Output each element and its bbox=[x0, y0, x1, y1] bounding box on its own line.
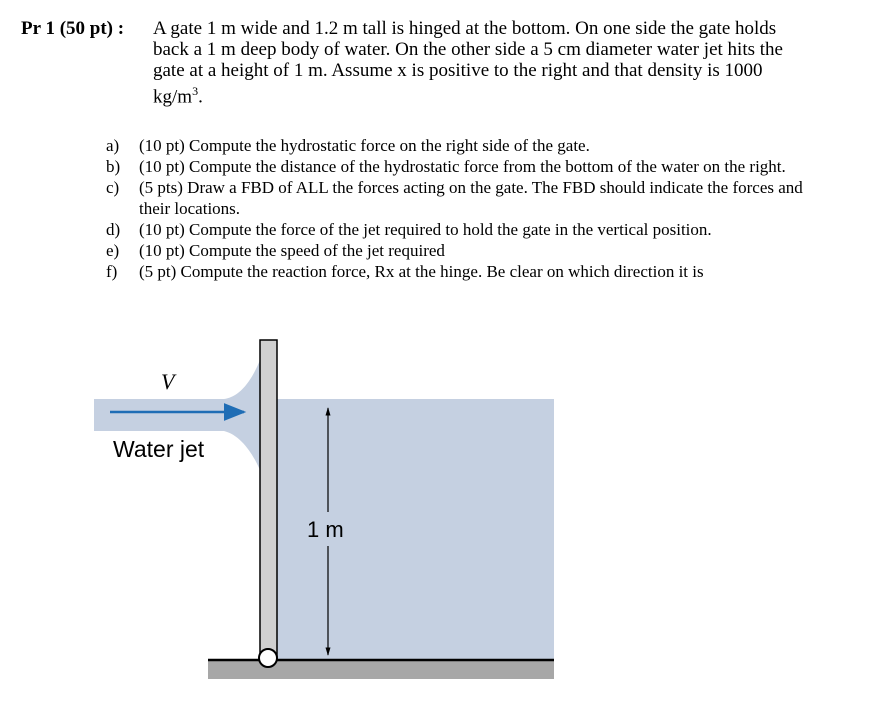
part-letter: d) bbox=[106, 219, 121, 239]
part-letter: c) bbox=[106, 178, 120, 197]
problem-statement: A gate 1 m wide and 1.2 m tall is hinged at the bottom. On one side the gate holds back a 1 m deep body of water. On the other side a 5 cm diameter water jet hits the gate at a height of 1 m. Assume x is positive to the right and that density is 1000 $kg/m^3$. bbox=[153, 18, 783, 108]
part-text: (10 pt) Compute the distance of the hydrostatic force from the bottom of the water on the right. bbox=[139, 157, 786, 176]
water-jet-label: Water jet bbox=[113, 436, 205, 462]
depth-label: 1 m bbox=[307, 517, 344, 542]
part-text: (10 pt) Compute the force of the jet required to hold the gate in the vertical position. bbox=[139, 219, 712, 239]
velocity-label: V bbox=[161, 369, 175, 394]
part-text: (5 pts) Draw a FBD of ALL the forces acting on the gate. The FBD should indicate the forces and their locations. bbox=[139, 178, 803, 218]
part-text: (10 pt) Compute the hydrostatic force on the right side of the gate. bbox=[139, 136, 590, 155]
problem-label: Pr 1 (50 pt) : bbox=[21, 18, 125, 39]
part-text: (10 pt) Compute the speed of the jet required bbox=[139, 240, 445, 260]
exponent: 3 bbox=[192, 84, 199, 98]
part-letter: f) bbox=[106, 261, 118, 281]
part-letter: b) bbox=[106, 157, 121, 176]
part-letter: a) bbox=[106, 136, 120, 155]
part-text: (5 pt) Compute the reaction force, Rx at the hinge. Be clear on which direction it is bbox=[139, 261, 704, 281]
hinge-icon bbox=[259, 649, 277, 667]
gate bbox=[260, 340, 277, 660]
part-letter: e) bbox=[106, 240, 120, 260]
